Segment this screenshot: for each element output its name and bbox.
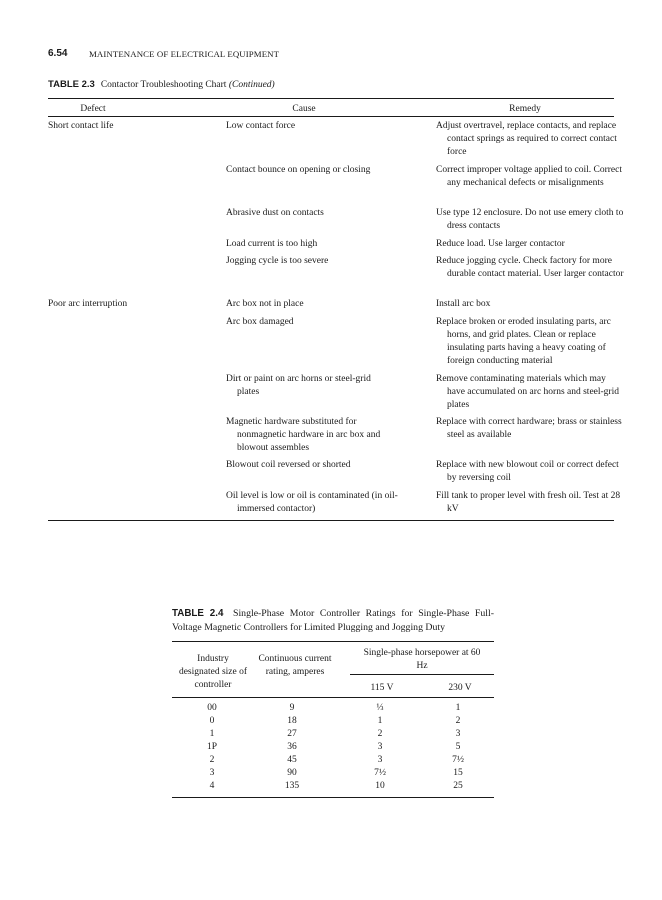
- page-number: 6.54: [48, 48, 68, 59]
- cause-cell: Contact bounce on opening or closing: [226, 165, 371, 175]
- table-top-rule: [48, 98, 614, 99]
- amps-cell: 45: [287, 755, 297, 765]
- amps-cell: 36: [287, 742, 297, 752]
- column-group-horsepower: Single-phase horsepower at 60 Hz: [363, 648, 481, 671]
- table-header-rule: [172, 697, 494, 698]
- group-subheader-rule: [350, 674, 494, 675]
- column-header-115v: 115 V: [370, 683, 394, 693]
- cause-cell: Magnetic hardware substituted for nonmagnetic hardware in arc box and blowout assembles: [226, 417, 381, 453]
- cause-cell: Arc box damaged: [226, 317, 294, 327]
- hp-115-cell: 3: [377, 742, 383, 752]
- hp-230-cell: 2: [455, 716, 461, 726]
- table-bottom-rule: [172, 797, 494, 798]
- column-header-remedy: Remedy: [509, 104, 541, 114]
- hp-115-cell: 2: [377, 729, 383, 739]
- column-header-current: Continuous current rating, amperes: [258, 654, 332, 677]
- cause-cell: Abrasive dust on contacts: [226, 208, 324, 218]
- hp-115-cell: 1: [377, 716, 383, 726]
- table-2-3-caption: [48, 79, 275, 90]
- size-cell: 00: [207, 703, 217, 713]
- table-2-4-title: Single-Phase Motor Controller Ratings for Single-Phase Full-Voltage Magnetic Controllers for Limited Plugging and Jogging Duty: [172, 608, 494, 633]
- hp-115-cell: ⅓: [376, 703, 384, 713]
- size-cell: 0: [209, 716, 215, 726]
- hp-115-cell: 3: [377, 755, 383, 765]
- hp-230-cell: 5: [455, 742, 461, 752]
- cause-cell: Load current is too high: [226, 239, 318, 249]
- column-header-230v: 230 V: [448, 683, 472, 693]
- remedy-cell: Use type 12 enclosure. Do not use emery cloth to dress contacts: [436, 208, 624, 231]
- column-header-size: Industry designated size of controller: [178, 654, 248, 690]
- remedy-cell: Reduce load. Use larger contactor: [436, 239, 565, 249]
- table-2-4-caption: [172, 607, 494, 635]
- cause-cell: Low contact force: [226, 121, 296, 131]
- table-top-rule: [172, 641, 494, 642]
- remedy-cell: Install arc box: [436, 299, 491, 309]
- hp-230-cell: 25: [453, 781, 463, 791]
- remedy-cell: Replace with correct hardware; brass or stainless steel as available: [436, 417, 622, 440]
- amps-cell: 135: [284, 781, 300, 791]
- column-header-defect: Defect: [80, 104, 106, 114]
- cause-cell: Blowout coil reversed or shorted: [226, 460, 351, 470]
- size-cell: 2: [209, 755, 215, 765]
- size-cell: 1P: [206, 742, 218, 752]
- remedy-cell: Reduce jogging cycle. Check factory for more durable contact material. User larger contactor: [436, 256, 624, 279]
- hp-230-cell: 3: [455, 729, 461, 739]
- remedy-cell: Correct improper voltage applied to coil. Correct any mechanical defects or misalignments: [436, 165, 622, 188]
- amps-cell: 90: [287, 768, 297, 778]
- table-2-4-label: TABLE 2.4: [172, 608, 224, 619]
- cause-cell: Oil level is low or oil is contaminated (in oil-immersed contactor): [226, 491, 398, 514]
- remedy-cell: Replace with new blowout coil or correct defect by reversing coil: [436, 460, 619, 483]
- remedy-cell: Fill tank to proper level with fresh oil. Test at 28 kV: [436, 491, 621, 514]
- defect-cell: Poor arc interruption: [48, 299, 128, 309]
- remedy-cell: Remove contaminating materials which may have accumulated on arc horns and steel-grid plates: [436, 374, 619, 410]
- cause-cell: Jogging cycle is too severe: [226, 256, 329, 266]
- hp-230-cell: 7½: [452, 755, 464, 765]
- running-title: MAINTENANCE OF ELECTRICAL EQUIPMENT: [89, 49, 280, 59]
- remedy-cell: Adjust overtravel, replace contacts, and replace contact springs as required to correct contact force: [436, 121, 617, 157]
- table-header-rule: [48, 116, 614, 117]
- table-2-3-label: TABLE 2.3: [48, 79, 95, 90]
- amps-cell: 27: [287, 729, 297, 739]
- hp-230-cell: 15: [453, 768, 463, 778]
- amps-cell: 9: [289, 703, 295, 713]
- size-cell: 3: [209, 768, 215, 778]
- remedy-cell: Replace broken or eroded insulating parts, arc horns, and grid plates. Clean or replace insulating parts having a heavy coating of foreign conducting material: [436, 317, 611, 366]
- defect-cell: Short contact life: [48, 121, 114, 131]
- hp-115-cell: 7½: [374, 768, 386, 778]
- cause-cell: Arc box not in place: [226, 299, 304, 309]
- hp-115-cell: 10: [375, 781, 385, 791]
- table-bottom-rule: [48, 520, 614, 521]
- cause-cell: Dirt or paint on arc horns or steel-grid plates: [226, 374, 371, 397]
- table-2-3-continued: (Continued): [228, 80, 275, 90]
- size-cell: 4: [209, 781, 215, 791]
- table-2-3-title: Contactor Troubleshooting Chart: [100, 80, 227, 90]
- hp-230-cell: 1: [455, 703, 461, 713]
- size-cell: 1: [209, 729, 215, 739]
- amps-cell: 18: [287, 716, 297, 726]
- column-header-cause: Cause: [292, 104, 316, 114]
